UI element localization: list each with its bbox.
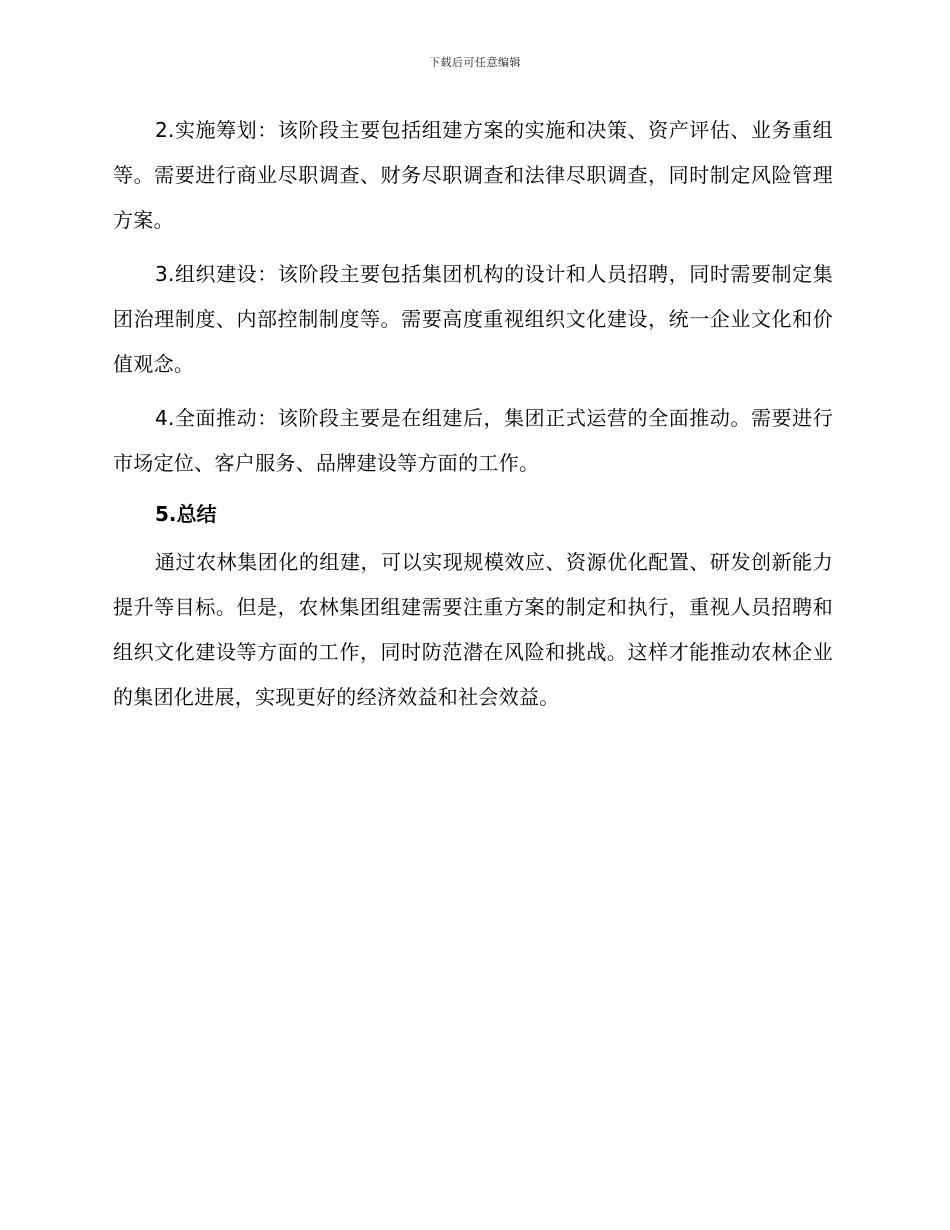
document-body — [113, 108, 833, 720]
paragraph-implementation-planning: 2.实施筹划：该阶段主要包括组建方案的实施和决策、资产评估、业务重组等。需要进行商业尽职调查、财务尽职调查和法律尽职调查，同时制定风险管理方案。 — [113, 118, 833, 232]
page-header-note: 下载后可任意编辑 — [429, 56, 521, 69]
section-heading-summary: 5.总结 — [155, 502, 217, 526]
paragraph-organization-building: 3.组织建设：该阶段主要包括集团机构的设计和人员招聘，同时需要制定集团治理制度、内部控制制度等。需要高度重视组织文化建设，统一企业文化和价值观念。 — [113, 262, 833, 376]
paragraph-summary: 通过农林集团化的组建，可以实现规模效应、资源优化配置、研发创新能力提升等目标。但是，农林集团组建需要注重方案的制定和执行，重视人员招聘和组织文化建设等方面的工作，同时防范潜在风险和挑战。这样才能推动农林企业的集团化进展，实现更好的经济效益和社会效益。 — [113, 550, 833, 709]
paragraph-full-promotion: 4.全面推动：该阶段主要是在组建后，集团正式运营的全面推动。需要进行市场定位、客户服务、品牌建设等方面的工作。 — [113, 406, 833, 475]
